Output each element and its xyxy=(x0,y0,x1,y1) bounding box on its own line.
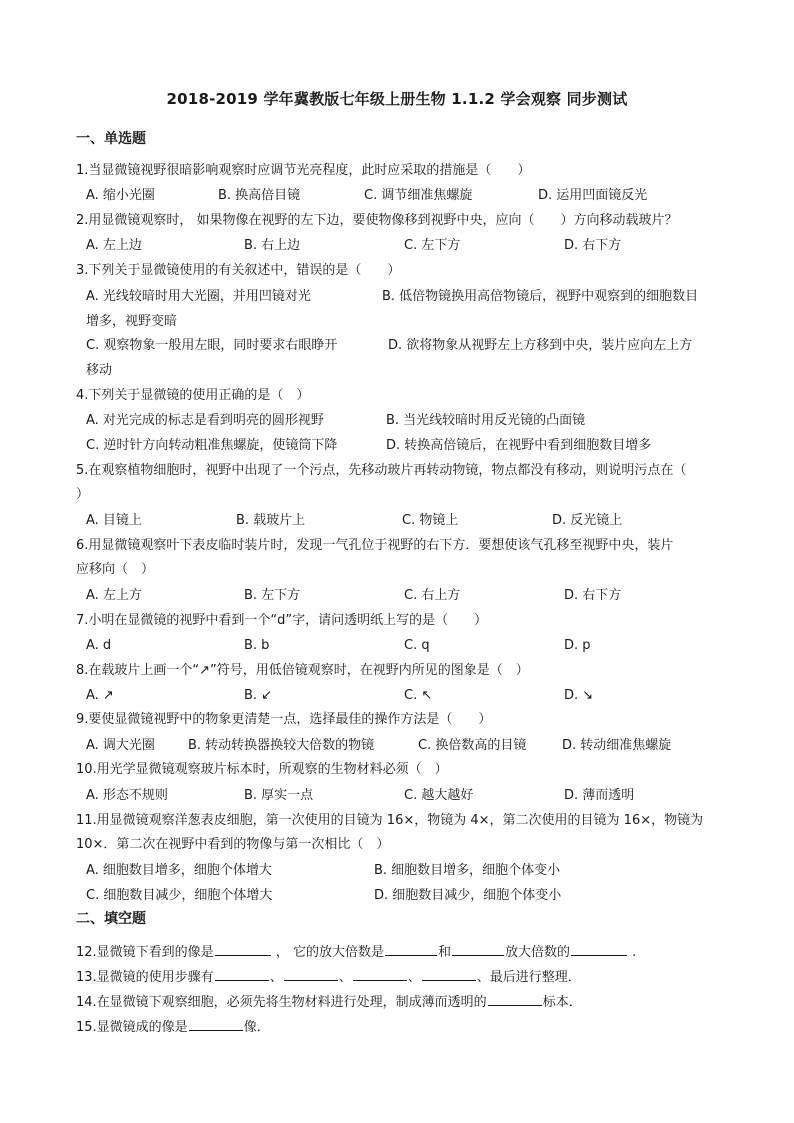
q12-blank-3[interactable] xyxy=(452,941,504,956)
question-7: 7.小明在显微镜的视野中看到一个“d”字，请问透明纸上写的是（ ） xyxy=(76,613,488,628)
q11-option-b: B. 细胞数目增多，细胞个体变小 xyxy=(374,863,561,878)
q12-text-1: 12.显微镜下看到的像是 xyxy=(76,945,214,960)
q3-option-d-continued: 移动 xyxy=(86,363,113,378)
q2-option-b: B. 右上边 xyxy=(244,238,301,253)
q8-option-a: A. ↗ xyxy=(86,688,114,703)
q4-option-a: A. 对光完成的标志是看到明亮的圆形视野 xyxy=(86,413,324,428)
q14-blank-1[interactable] xyxy=(488,991,542,1006)
q13-text-1: 13.显微镜的使用步骤有 xyxy=(76,970,214,985)
question-9: 9.要使显微镜视野中的物象更清楚一点，选择最佳的操作方法是（ ） xyxy=(76,712,492,727)
q13-text-5: 、最后进行整理． xyxy=(476,970,581,985)
q6-option-d: D. 右下方 xyxy=(564,588,622,603)
q12-text-2: ， 它的放大倍数是 xyxy=(275,945,384,960)
q7-option-d: D. p xyxy=(564,638,591,653)
q7-option-c: C. q xyxy=(404,638,430,653)
q5-option-c: C. 物镜上 xyxy=(402,513,459,528)
q12-text-4: 放大倍数的 xyxy=(504,945,570,960)
question-3: 3.下列关于显微镜使用的有关叙述中，错误的是（ ） xyxy=(76,263,401,278)
q1-option-c: C. 调节细准焦螺旋 xyxy=(364,188,473,203)
q9-option-b: B. 转动转换器换较大倍数的物镜 xyxy=(188,738,375,753)
q13-blank-4[interactable] xyxy=(422,966,476,981)
q2-option-a: A. 左上边 xyxy=(86,238,142,253)
q1-option-a: A. 缩小光圈 xyxy=(86,188,155,203)
question-1: 1.当显微镜视野很暗影响观察时应调节光亮程度，此时应采取的措施是（ ） xyxy=(76,163,531,178)
section-heading-fill-in: 二、填空题 xyxy=(76,911,146,927)
q5-option-d: D. 反光镜上 xyxy=(552,513,623,528)
q6-option-b: B. 左下方 xyxy=(244,588,301,603)
q15-text-2: 像． xyxy=(243,1020,270,1035)
question-12 xyxy=(76,940,636,965)
q15-blank-1[interactable] xyxy=(189,1016,243,1031)
q8-option-c: C. ↖ xyxy=(404,688,433,703)
q6-option-c: C. 右上方 xyxy=(404,588,461,603)
q11-option-c: C. 细胞数目减少，细胞个体增大 xyxy=(86,888,273,903)
q13-text-3: 、 xyxy=(338,970,352,985)
q7-option-a: A. d xyxy=(86,638,112,653)
q13-blank-3[interactable] xyxy=(353,966,407,981)
q4-option-c: C. 逆时针方向转动粗准焦螺旋，使镜筒下降 xyxy=(86,438,338,453)
q10-option-b: B. 厚实一点 xyxy=(244,788,314,803)
q12-blank-1[interactable] xyxy=(215,941,271,956)
q11-option-a: A. 细胞数目增多，细胞个体增大 xyxy=(86,863,272,878)
q4-option-b: B. 当光线较暗时用反光镜的凸面镜 xyxy=(386,413,586,428)
q13-blank-2[interactable] xyxy=(284,966,338,981)
q3-option-a: A. 光线较暗时用大光圈，并用凹镜对光 xyxy=(86,289,311,304)
q15-text-1: 15.显微镜成的像是 xyxy=(76,1020,188,1035)
question-6: 6.用显微镜观察叶下表皮临时装片时，发现一气孔位于视野的右下方．要想使该气孔移至视野中央，装片 xyxy=(76,538,674,553)
q6-option-a: A. 左上方 xyxy=(86,588,142,603)
q10-option-c: C. 越大越好 xyxy=(404,788,474,803)
q3-option-d: D. 欲将物象从视野左上方移到中央，装片应向左上方 xyxy=(388,338,693,353)
q9-option-c: C. 换倍数高的目镜 xyxy=(418,738,527,753)
q12-blank-4[interactable] xyxy=(571,941,627,956)
section-heading-single-choice: 一、单选题 xyxy=(76,131,146,147)
question-8: 8.在载玻片上画一个“↗”符号，用低倍镜观察时，在视野内所见的图象是（ ） xyxy=(76,663,529,678)
q12-text-3: 和 xyxy=(437,945,451,960)
q2-option-d: D. 右下方 xyxy=(564,238,622,253)
q12-text-5: . xyxy=(632,945,637,960)
q12-blank-2[interactable] xyxy=(385,941,437,956)
question-10: 10.用光学显微镜观察玻片标本时，所观察的生物材料必须（ ） xyxy=(76,762,448,777)
q10-option-a: A. 形态不规则 xyxy=(86,788,168,803)
q1-option-d: D. 运用凹面镜反光 xyxy=(538,188,648,203)
q13-text-2: 、 xyxy=(269,970,283,985)
q3-option-c: C. 观察物象一般用左眼，同时要求右眼睁开 xyxy=(86,338,338,353)
q8-option-d: D. ↘ xyxy=(564,688,594,703)
question-14 xyxy=(76,990,582,1015)
q5-option-a: A. 目镜上 xyxy=(86,513,142,528)
q14-text-1: 14.在显微镜下观察细胞，必须先将生物材料进行处理，制成薄而透明的 xyxy=(76,995,487,1010)
question-11: 11.用显微镜观察洋葱表皮细胞，第一次使用的目镜为 16×，物镜为 4×，第二次使用的目镜为 16×，物镜为 xyxy=(76,813,704,828)
q7-option-b: B. b xyxy=(244,638,270,653)
question-2: 2.用显微镜观察时， 如果物像在视野的左下边，要使物像移到视野中央，应向（ ）方向移动载玻片？ xyxy=(76,213,678,228)
q3-option-b: B. 低倍物镜换用高倍物镜后，视野中观察到的细胞数目 xyxy=(382,289,699,304)
q13-text-4: 、 xyxy=(407,970,421,985)
question-5: 5.在观察植物细胞时，视野中出现了一个污点，先移动玻片再转动物镜，物点都没有移动，则说明污点在（ xyxy=(76,463,687,478)
q13-blank-1[interactable] xyxy=(215,966,269,981)
q3-option-b-continued: 增多，视野变暗 xyxy=(86,314,178,329)
q4-option-d: D. 转换高倍镜后，在视野中看到细胞数目增多 xyxy=(386,438,652,453)
question-6-continued: 应移向（ ） xyxy=(76,562,155,577)
question-5-continued: ） xyxy=(76,487,90,502)
q5-option-b: B. 载玻片上 xyxy=(236,513,306,528)
q9-option-d: D. 转动细准焦螺旋 xyxy=(562,738,672,753)
question-13 xyxy=(76,965,581,990)
question-11-continued: 10×．第二次在视野中看到的物像与第一次相比（ ） xyxy=(76,837,390,852)
q9-option-a: A. 调大光圈 xyxy=(86,738,155,753)
q2-option-c: C. 左下方 xyxy=(404,238,461,253)
page-title: 2018-2019 学年冀教版七年级上册生物 1.1.2 学会观察 同步测试 xyxy=(166,90,628,108)
q14-text-2: 标本． xyxy=(542,995,582,1010)
question-4: 4.下列关于显微镜的使用正确的是（ ） xyxy=(76,388,310,403)
q8-option-b: B. ↙ xyxy=(244,688,273,703)
q10-option-d: D. 薄而透明 xyxy=(564,788,635,803)
question-15 xyxy=(76,1015,270,1040)
q1-option-b: B. 换高倍目镜 xyxy=(218,188,301,203)
q11-option-d: D. 细胞数目减少，细胞个体变小 xyxy=(374,888,562,903)
